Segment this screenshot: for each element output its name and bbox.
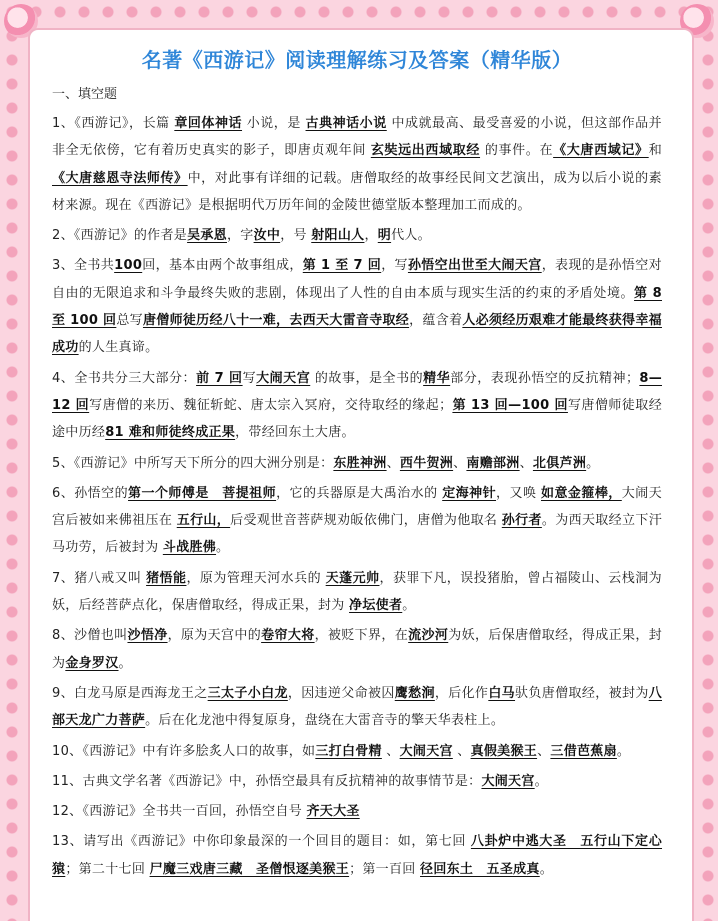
answer: 北俱芦洲 [532,455,587,471]
question-5: 5、《西游记》中所写天下所分的四大洲分别是：东胜神洲、西牛贺洲、南赡部洲、北俱芦洲。 [52,455,600,471]
answer: 五行山， [176,513,231,529]
answer: 净坛使者 [349,598,403,614]
answer: 100 [114,258,143,274]
answer: 第一个师傅是 菩提祖师 [128,485,277,501]
question-6: 6、孙悟空的第一个师傅是 菩提祖师，它的兵器原是大禹治水的 定海神针，又唤 如意金箍棒，大闹天宫后被如来佛祖压在 五行山，后受观世音菩萨规劝皈依佛门，唐僧为他取名 孙行者。为西天取经立下汗马功劳，后被封为 斗战胜佛。 [52,485,663,556]
answer: 章回体神话 [174,116,243,131]
answer: 第 13 回—100 回 [452,397,568,413]
answer: 精华 [423,370,451,386]
document-body [52,44,662,886]
answer: 吴承恩 [187,228,227,244]
answer: 天蓬元帅 [325,570,380,586]
answer: 东胜神洲 [333,455,387,471]
question-12: 12、《西游记》全书共一百回，孙悟空自号 齐天大圣 [52,804,360,820]
answer: 鹰愁涧 [394,685,435,701]
answer: 卷帘大将 [261,628,315,644]
section-heading: 一、填空题 [52,87,118,102]
answer: 径回东土 五圣成真 [420,861,540,877]
answer: 81 难和师徒终成正果 [105,425,236,441]
answer: 金身罗汉 [65,655,119,671]
answer: 三打白骨精 [315,743,382,759]
answer: 八卦炉中逃大圣 五行山下定心猿 [52,834,663,877]
answer: 流沙河 [408,628,449,644]
answer: 人必须经历艰难才能最终获得幸福成功 [52,313,662,356]
answer: 唐僧师徒历经八十一难，去西天大雷音寺取经 [142,313,410,329]
answer: 大闹天宫 [256,370,311,386]
answer: 沙悟净 [127,628,168,644]
answer: 前 7 回 [196,370,243,386]
answer: 三借芭蕉扇 [550,743,617,759]
answer: 孙行者 [501,513,542,529]
answer: 孙悟空出世至大闹天宫 [407,258,542,274]
answer: 猪悟能 [146,570,187,586]
answer: 大闹天宫 [481,773,535,789]
answer: 射阳山人 [311,228,365,244]
answer: 如意金箍棒， [541,485,622,501]
answer: 斗战胜佛 [162,540,217,556]
question-13: 13、请写出《西游记》中你印象最深的一个回目的题目：如，第七回 八卦炉中逃大圣 五行山下定心猿；第二十七回 尸魔三戏唐三藏 圣僧恨逐美猴王；第一百回 径回东土 五圣成真。 [52,834,663,877]
answer: 明 [377,228,392,244]
question-1: 1、《西游记》，长篇 章回体神话 小说，是 古典神话小说 中成就最高、最受喜爱的小说，但这部作品并非全无依傍，它有着历史真实的影子，即唐贞观年间 玄奘远出西域取经 的事件。在《大唐西域记》和《大唐慈恩寺法师传》中，对此事有详细的记载。唐僧取经的故事经民间文艺演出，成为以后小说的素材来源。现在《西游记》是根据明代万历年间的金陵世德堂版本整理加工而成的。 [52,116,662,213]
question-4: 4、全书共分三大部分：前 7 回写大闹天宫 的故事，是全书的精华部分，表现孙悟空的反抗精神；8—12 回写唐僧的来历、魏征斩蛇、唐太宗入冥府，交待取经的缘起；第 13 回—100 回写唐僧师徒取经途中历经81 难和师徒终成正果，带经回东土大唐。 [52,370,662,441]
question-2: 2、《西游记》的作者是吴承恩，字汝中，号 射阳山人，明代人。 [52,228,431,244]
answer: 玄奘远出西域取经 [370,143,481,159]
question-7: 7、猪八戒又叫 猪悟能，原为管理天河水兵的 天蓬元帅，获罪下凡，误投猪胎，曾占福陵山、云栈洞为妖，后经菩萨点化，保唐僧取经，得成正果，封为 净坛使者。 [52,570,662,614]
answer: 《大唐慈恩寺法师传》 [52,170,188,186]
answer: 《大唐西域记》 [553,143,649,159]
question-10: 10、《西游记》中有许多脍炙人口的故事，如三打白骨精 、大闹天宫 、真假美猴王、三借芭蕉扇。 [52,743,631,759]
answer: 尸魔三戏唐三藏 圣僧恨逐美猴王 [149,861,350,877]
answer: 第 1 至 7 回 [302,258,382,274]
document-title: 名著《西游记》阅读理解练习及答案（精华版） [141,48,573,72]
answer: 8—12 回 [52,370,662,413]
question-9: 9、白龙马原是西海龙王之三太子小白龙，因违逆父命被囚鹰愁涧，后化作白马驮负唐僧取经，被封为八部天龙广力菩萨。后在化龙池中得复原身，盘绕在大雷音寺的擎天华表柱上。 [52,685,662,729]
answer: 三太子小白龙 [207,685,288,701]
answer: 白马 [488,685,516,701]
answer: 古典神话小说 [305,116,387,131]
answer: 西牛贺洲 [399,455,454,471]
answer: 汝中 [253,228,281,244]
answer: 第 8 至 100 回 [52,285,662,329]
answer: 大闹天宫 [399,743,453,759]
question-3: 3、全书共100回，基本由两个故事组成，第 1 至 7 回，写孙悟空出世至大闹天宫，表现的是孙悟空对自由的无限追求和斗争最终失败的悲剧，体现出了人性的自由本质与现实生活的约束的矛盾处境。第 8 至 100 回总写唐僧师徒历经八十一难，去西天大雷音寺取经，蕴含着人必须经历艰难才能最终获得幸福成功的人生真谛。 [52,258,662,356]
answer: 南赡部洲 [466,455,520,471]
question-8: 8、沙僧也叫沙悟净，原为天宫中的卷帘大将，被贬下界，在流沙河为妖，后保唐僧取经，得成正果，封为金身罗汉。 [52,628,663,671]
answer: 齐天大圣 [306,804,360,820]
answer: 定海神针 [442,485,497,501]
answer: 真假美猴王 [470,743,538,759]
question-11: 11、古典文学名著《西游记》中，孙悟空最具有反抗精神的故事情节是：大闹天宫。 [52,773,548,789]
answer: 八部天龙广力菩萨 [52,685,662,729]
